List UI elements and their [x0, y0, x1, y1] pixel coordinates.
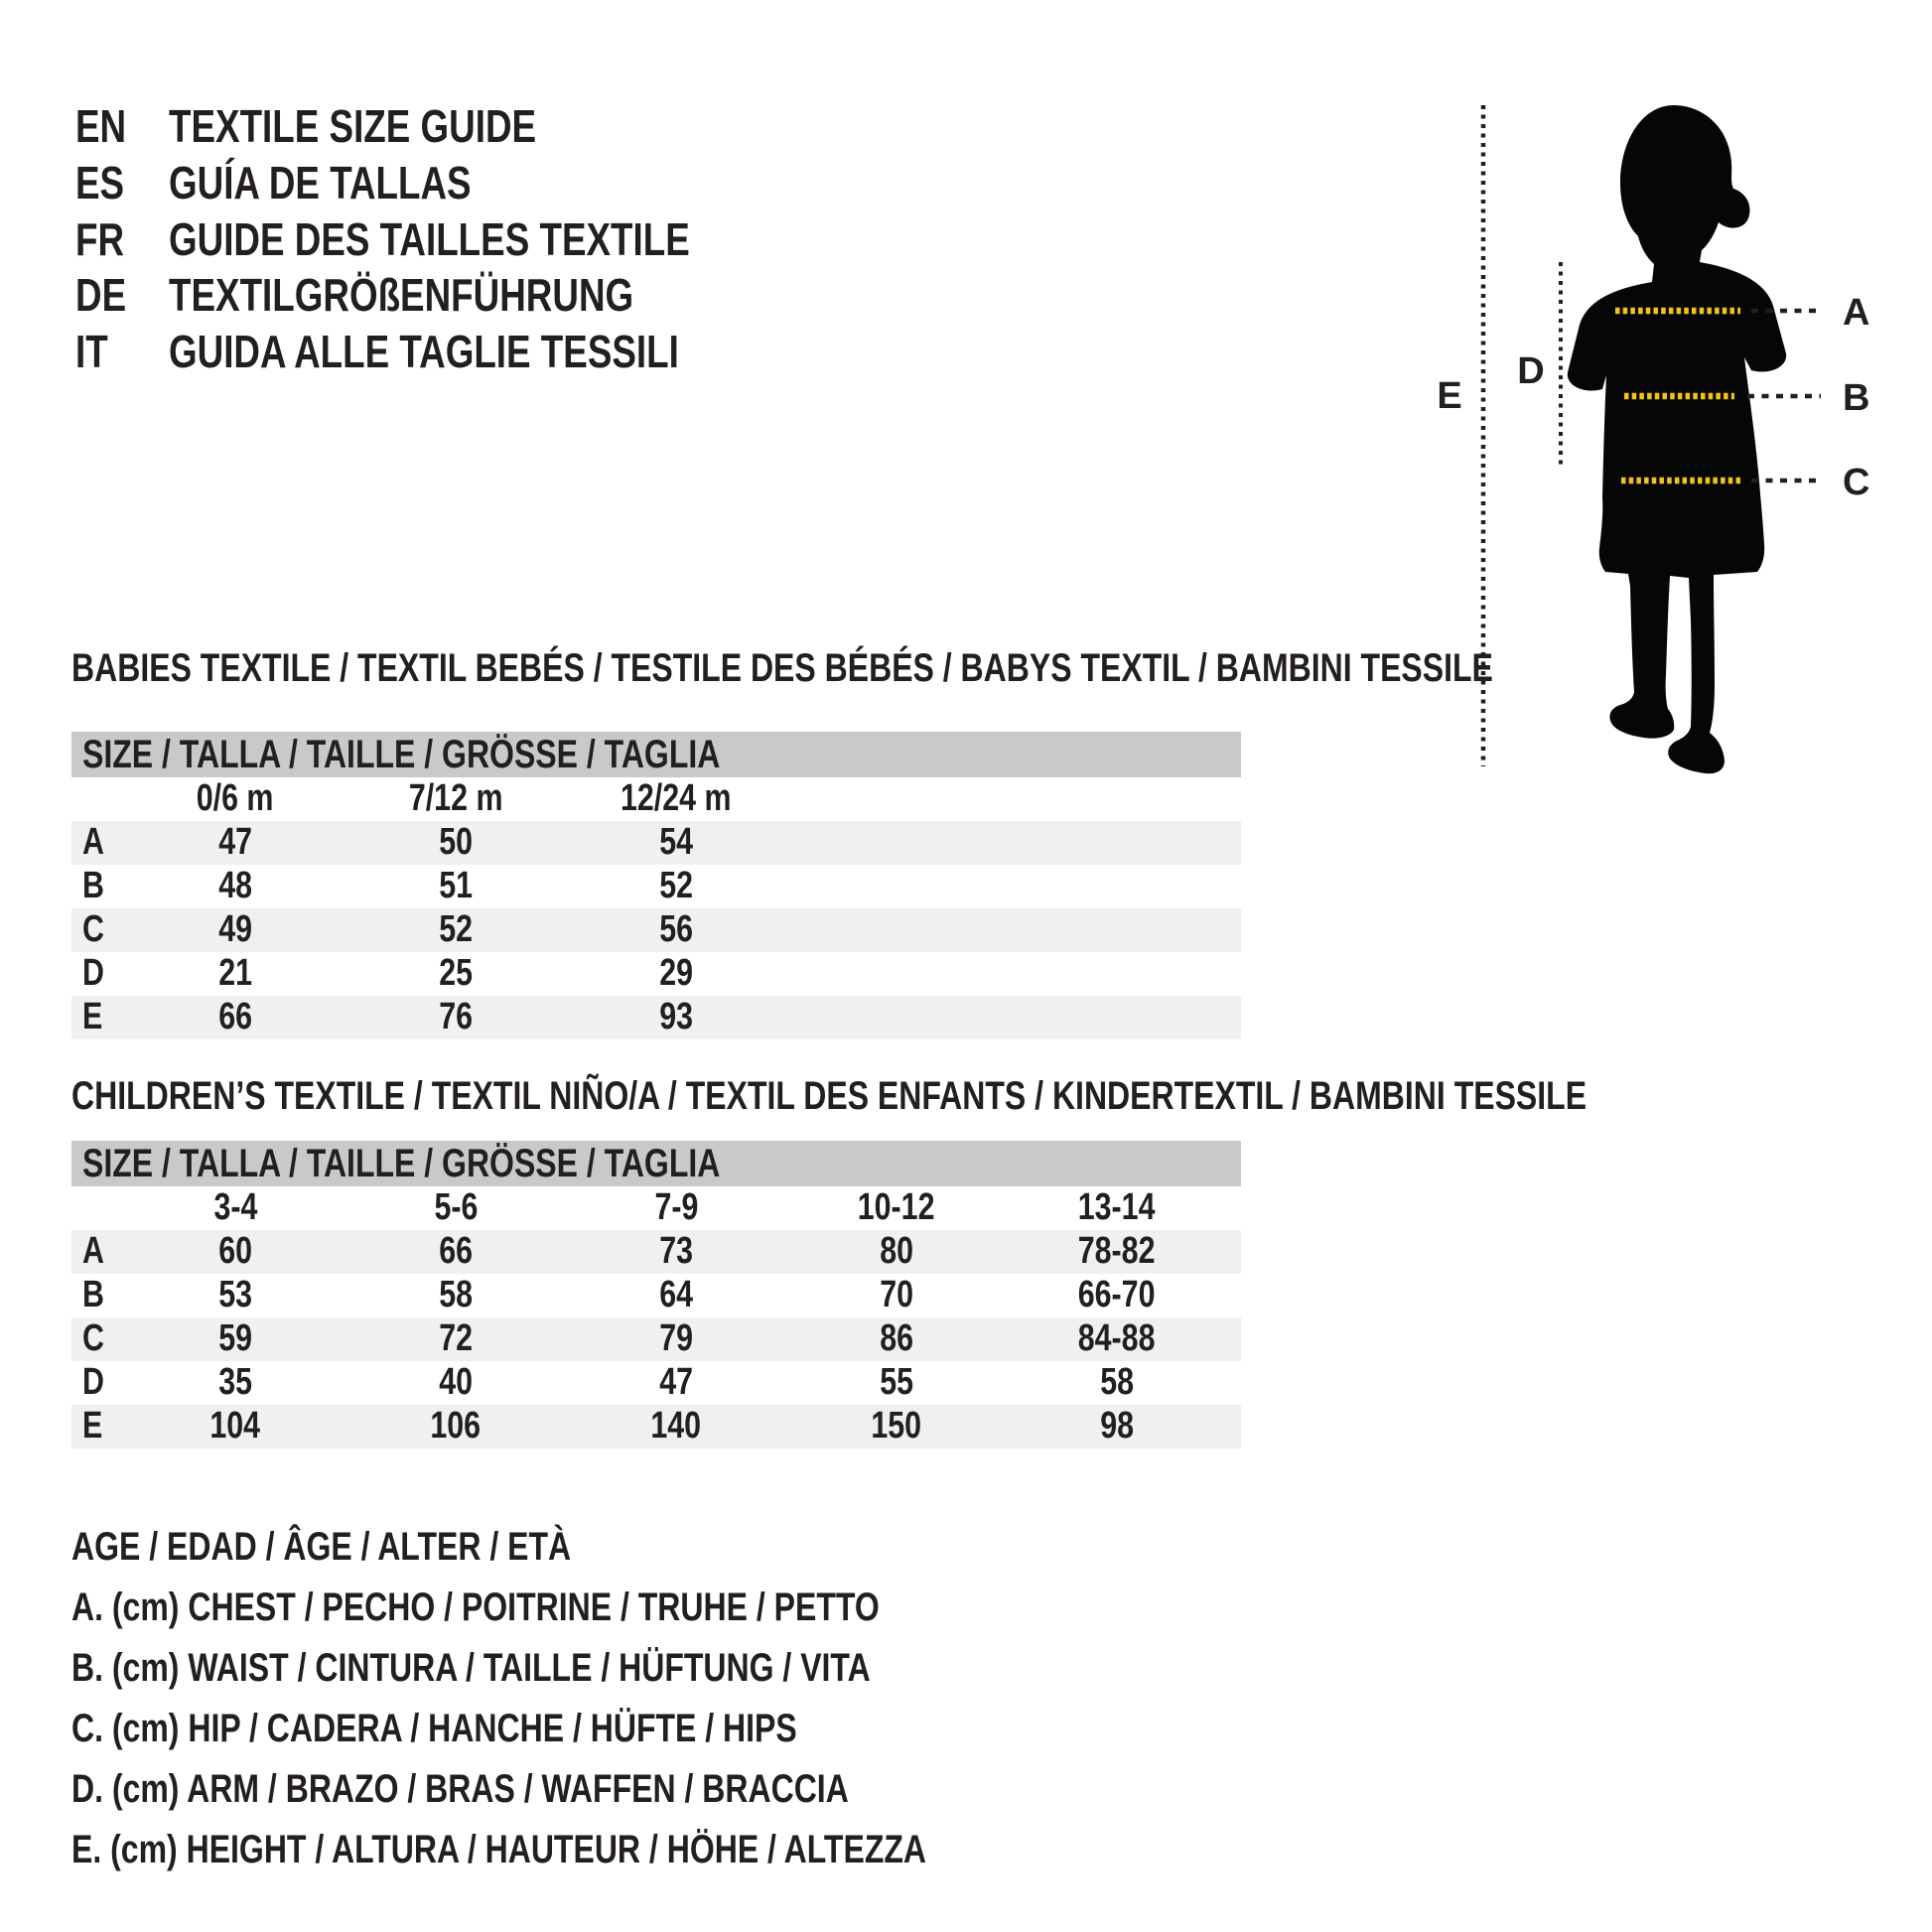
row-label: E [82, 996, 103, 1038]
marker-label-c: C [1843, 462, 1870, 503]
cell-value: 93 [659, 996, 693, 1038]
cell-value: 52 [439, 908, 473, 951]
cell-value: 84-88 [1078, 1317, 1156, 1360]
lang-code-fr: FR [75, 213, 125, 265]
row-label: B [82, 865, 104, 907]
cell-value: 47 [218, 821, 252, 864]
children-row-b [71, 1274, 1241, 1317]
cell-value: 66 [439, 1230, 473, 1273]
cell-value: 56 [659, 908, 693, 951]
cell-value: 21 [218, 952, 252, 995]
lang-code-de: DE [75, 269, 127, 321]
cell-value: 49 [218, 908, 252, 951]
legend-line-age: AGE / EDAD / ÂGE / ALTER / ETÀ [71, 1525, 572, 1569]
children-row-e [71, 1405, 1241, 1449]
babies-col-1: 7/12 m [408, 777, 503, 820]
lang-code-it: IT [75, 326, 108, 377]
cell-value: 51 [439, 865, 473, 907]
babies-row-d [71, 952, 1241, 996]
cell-value: 64 [659, 1274, 693, 1316]
cell-value: 47 [659, 1361, 693, 1404]
cell-value: 76 [439, 996, 473, 1038]
babies-row-e [71, 996, 1241, 1039]
babies-size-header-bar: SIZE / TALLA / TAILLE / GRÖSSE / TAGLIA [71, 732, 1241, 777]
cell-value: 50 [439, 821, 473, 864]
children-row-a [71, 1230, 1241, 1274]
legend-line-chest: A. (cm) CHEST / PECHO / POITRINE / TRUHE / PETTO [71, 1586, 880, 1629]
cell-value: 58 [1100, 1361, 1134, 1404]
children-column-header-row [71, 1186, 1241, 1230]
lang-title-en: TEXTILE SIZE GUIDE [169, 100, 537, 152]
legend-line-waist: B. (cm) WAIST / CINTURA / TAILLE / HÜFTUNG / VITA [71, 1646, 871, 1690]
row-label: D [82, 952, 104, 995]
row-label: E [82, 1405, 103, 1448]
cell-value: 79 [659, 1317, 693, 1360]
lang-title-de: TEXTILGRÖßENFÜHRUNG [169, 269, 634, 321]
babies-section-heading: BABIES TEXTILE / TEXTIL BEBÉS / TESTILE DES BÉBÉS / BABYS TEXTIL / BAMBINI TESSILE [71, 646, 1493, 690]
legend-line-arm: D. (cm) ARM / BRAZO / BRAS / WAFFEN / BRACCIA [71, 1767, 849, 1811]
children-col-3: 10-12 [858, 1186, 935, 1229]
cell-value: 52 [659, 865, 693, 907]
cell-value: 53 [218, 1274, 252, 1316]
babies-col-0: 0/6 m [197, 777, 274, 820]
cell-value: 66-70 [1078, 1274, 1156, 1316]
children-section-heading: CHILDREN’S TEXTILE / TEXTIL NIÑO/A / TEXTIL DES ENFANTS / KINDERTEXTIL / BAMBINI TESSILE [71, 1074, 1587, 1118]
cell-value: 60 [218, 1230, 252, 1273]
row-label: D [82, 1361, 104, 1404]
cell-value: 55 [880, 1361, 913, 1404]
cell-value: 66 [218, 996, 252, 1038]
row-label: B [82, 1274, 104, 1316]
children-size-header-bar: SIZE / TALLA / TAILLE / GRÖSSE / TAGLIA [71, 1141, 1241, 1186]
cell-value: 80 [880, 1230, 913, 1273]
babies-row-b [71, 865, 1241, 908]
cell-value: 70 [880, 1274, 913, 1316]
children-size-table [71, 1141, 1241, 1449]
cell-value: 150 [871, 1405, 922, 1448]
cell-value: 73 [659, 1230, 693, 1273]
cell-value: 104 [209, 1405, 261, 1448]
marker-label-d: D [1517, 350, 1545, 392]
babies-col-2: 12/24 m [621, 777, 732, 820]
cell-value: 25 [439, 952, 473, 995]
row-label: A [82, 821, 104, 864]
cell-value: 48 [218, 865, 252, 907]
children-col-2: 7-9 [654, 1186, 698, 1229]
cell-value: 106 [430, 1405, 482, 1448]
children-col-0: 3-4 [213, 1186, 257, 1229]
cell-value: 29 [659, 952, 693, 995]
children-col-1: 5-6 [434, 1186, 478, 1229]
row-label: C [82, 1317, 104, 1360]
lang-title-it: GUIDA ALLE TAGLIE TESSILI [169, 326, 679, 377]
legend-line-hip: C. (cm) HIP / CADERA / HANCHE / HÜFTE / HIPS [71, 1707, 797, 1750]
cell-value: 58 [439, 1274, 473, 1316]
cell-value: 40 [439, 1361, 473, 1404]
cell-value: 35 [218, 1361, 252, 1404]
lang-title-es: GUÍA DE TALLAS [169, 157, 472, 208]
marker-label-b: B [1843, 377, 1870, 419]
cell-value: 59 [218, 1317, 252, 1360]
marker-label-a: A [1843, 292, 1870, 334]
cell-value: 98 [1100, 1405, 1134, 1448]
legend-line-height: E. (cm) HEIGHT / ALTURA / HAUTEUR / HÖHE / ALTEZZA [71, 1828, 927, 1871]
babies-row-c [71, 908, 1241, 952]
lang-title-fr: GUIDE DES TAILLES TEXTILE [169, 213, 690, 265]
children-col-4: 13-14 [1078, 1186, 1156, 1229]
cell-value: 140 [650, 1405, 702, 1448]
row-label: C [82, 908, 104, 951]
babies-row-a [71, 821, 1241, 865]
children-row-d [71, 1361, 1241, 1405]
cell-value: 78-82 [1078, 1230, 1156, 1273]
marker-label-e: E [1437, 375, 1462, 417]
babies-column-header-row [71, 777, 1241, 821]
row-label: A [82, 1230, 104, 1273]
children-row-c [71, 1317, 1241, 1361]
babies-size-table [71, 732, 1241, 1039]
lang-code-en: EN [75, 100, 127, 152]
lang-code-es: ES [75, 157, 125, 208]
cell-value: 86 [880, 1317, 913, 1360]
cell-value: 72 [439, 1317, 473, 1360]
cell-value: 54 [659, 821, 693, 864]
